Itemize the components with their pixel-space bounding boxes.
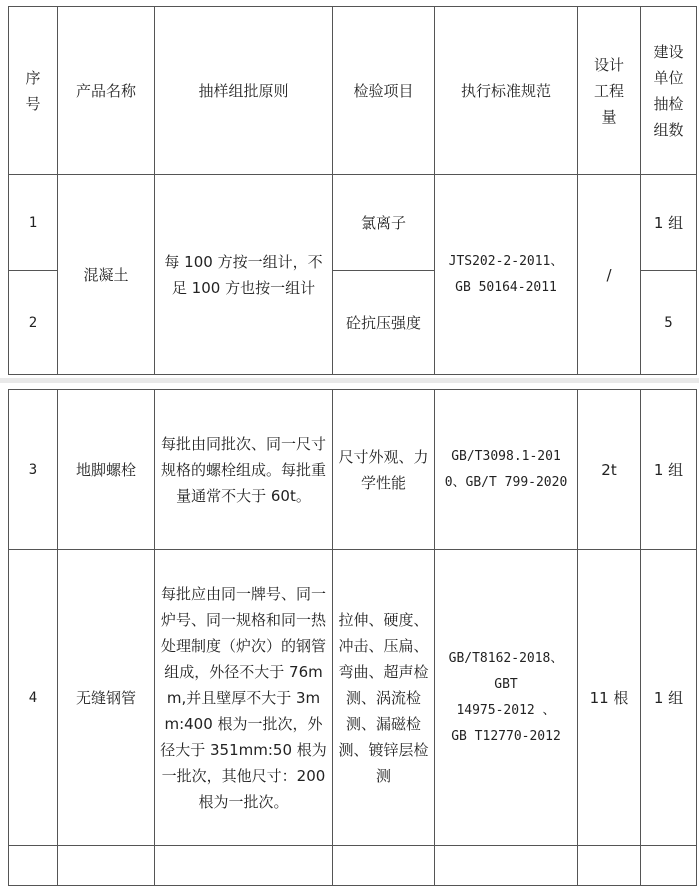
row-principle: 每批由同批次、同一尺寸规格的螺栓组成。每批重量通常不大于 60t。 [155,390,333,550]
row-principle: 每批应由同一牌号、同一炉号、同一规格和同一热处理制度（炉次）的钢管组成，外径不大于 76mm,并且壁厚不大于 3mm:400 根为一批次，外径大于 351mm:50 根为一批次，其他尺寸：200 根为一批次。 [155,550,333,846]
row-item: 拉伸、硬度、冲击、压扁、弯曲、超声检测、涡流检测、漏磁检测、镀锌层检测 [333,550,435,846]
row-item: 砼抗压强度 [333,271,435,375]
table-row [9,550,697,846]
row-product: 无缝钢管 [58,550,155,846]
row-owner: 1 组 [641,175,697,271]
table-row [9,175,697,271]
row-item: 氯离子 [333,175,435,271]
header-row [9,7,697,175]
page-separator [0,378,699,383]
inspection-table-top [8,6,697,375]
header-seq: 序 号 [9,7,58,175]
table-row [9,390,697,550]
row-product: 地脚螺栓 [58,390,155,550]
row-seq: 3 [9,390,58,550]
row-standard: GB/T8162-2018、 GBT 14975-2012 、 GB T12770-2012 [435,550,578,846]
header-standard: 执行标准规范 [435,7,578,175]
row-standard: JTS202-2-2011、 GB 50164-2011 [435,175,578,375]
row-product: 混凝土 [58,175,155,375]
header-product: 产品名称 [58,7,155,175]
table-row-partial [9,846,697,886]
row-design: / [578,175,641,375]
header-items: 检验项目 [333,7,435,175]
row-seq: 2 [9,271,58,375]
row-standard: GB/T3098.1-201 0、GB/T 799-2020 [435,390,578,550]
header-owner: 建设 单位 抽检 组数 [641,7,697,175]
inspection-table-bottom [8,389,697,886]
row-principle: 每 100 方按一组计，不足 100 方也按一组计 [155,175,333,375]
row-seq: 4 [9,550,58,846]
row-item: 尺寸外观、力学性能 [333,390,435,550]
row-owner: 1 组 [641,390,697,550]
header-principle: 抽样组批原则 [155,7,333,175]
header-design: 设计 工程 量 [578,7,641,175]
row-design: 11 根 [578,550,641,846]
row-owner: 5 [641,271,697,375]
row-design: 2t [578,390,641,550]
row-owner: 1 组 [641,550,697,846]
row-seq: 1 [9,175,58,271]
